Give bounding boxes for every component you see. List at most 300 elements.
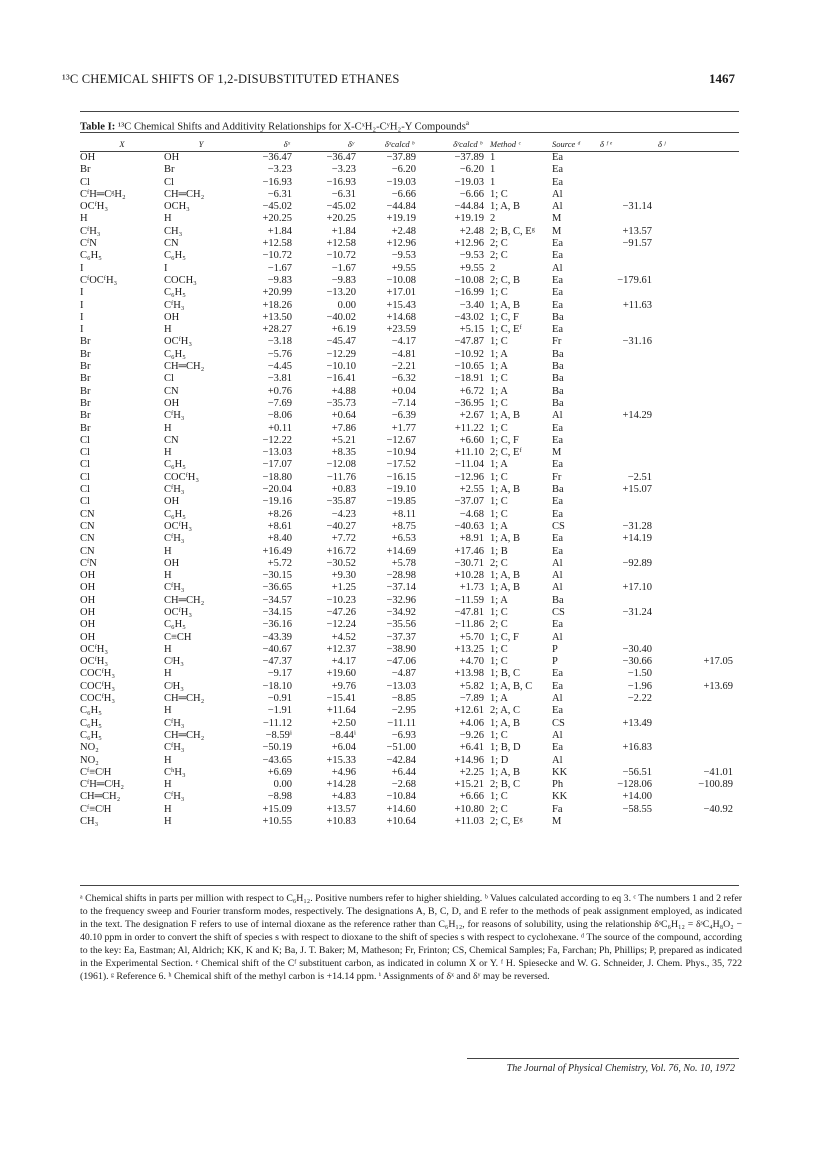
table-cell: Cl [80,447,90,459]
table-cell: +7.72 [331,533,356,545]
table-cell: +13.57 [326,803,356,815]
table-cell: CS [552,606,565,618]
table-cell [600,398,658,410]
table-cell: Al [552,754,563,766]
table-cell: 1; B, D [490,742,521,754]
table-cell [600,595,658,607]
table-cell: +4.96 [331,766,356,778]
table-cell: CS [552,520,565,532]
table-cell: 0.00 [337,299,356,311]
table-cell: −10.72 [326,250,356,262]
table-cell: +12.96 [454,238,484,250]
table-cell [658,238,739,250]
table-cell: 1; B, C [490,668,521,680]
table-cell: +4.17 [331,656,356,668]
table-cell: −30.52 [326,557,356,569]
table-cell: 1; C [490,188,508,200]
table-cell: +6.44 [391,766,416,778]
table-cell: 1; C [490,373,508,385]
table-cell: −4.68 [459,508,484,520]
table-cell: +14.19 [622,533,652,545]
table-row [80,459,739,471]
table-top-rule [80,132,739,133]
table-row [80,373,739,385]
table-cell: Ba [552,484,564,496]
table-cell: Br [80,336,91,348]
table-cell: +12.61 [454,705,484,717]
table-cell: +14.60 [386,803,416,815]
table-cell: −18.91 [454,373,484,385]
table-cell: H [164,779,172,791]
table-row [80,410,739,422]
table-cell: I [164,262,168,274]
table-cell [658,164,739,176]
table-cell: +5.70 [459,631,484,643]
table-cell: COCᶠH₃ [80,680,116,692]
table-cell: H [164,705,172,717]
table-cell [658,189,739,201]
table-cell: −47.81 [454,606,484,618]
table-cell [658,287,739,299]
table-cell: −17.52 [386,459,416,471]
table-cell: −4.87 [391,668,416,680]
column-header: Y [198,139,204,149]
table-cell: 2; A, C [490,705,521,717]
table-cell: +20.25 [326,213,356,225]
table-cell: Al [552,262,563,274]
table-cell: M [552,447,562,459]
table-cell: +2.25 [459,766,484,778]
table-cell: −36.47 [262,152,292,163]
table-cell: −92.89 [622,557,652,569]
table-cell: P [552,656,558,668]
table-cell [658,730,739,742]
table-cell: +10.64 [386,816,416,828]
table-cell: −10.94 [386,447,416,459]
table-row [80,349,739,361]
table-cell: +13.98 [454,668,484,680]
table-cell: CH₃ [164,225,183,237]
table-cell: Ea [552,545,564,557]
table-cell: +4.70 [459,656,484,668]
table-cell: −2.95 [391,705,416,717]
table-cell: Cl [80,459,90,471]
table-cell [658,533,739,545]
table-row [80,742,739,754]
caption-footnote-mark: a [465,119,469,127]
table-cell: +14.00 [622,791,652,803]
table-cell: CᶠN [80,557,97,569]
table-cell: +12.37 [326,643,356,655]
table-cell: Al [552,410,563,422]
table-cell: 1; A, B [490,582,521,594]
table-cell: C₆H₅ [164,348,186,360]
table-header-row [80,136,739,152]
table-cell: Br [80,164,91,176]
table-cell: +12.58 [262,238,292,250]
table-cell: CᶠN [80,238,97,250]
table-cell: C₆H₅ [164,508,186,520]
table-cell: 0.00 [273,779,292,791]
table-cell: 1; A [490,594,508,606]
table-cell: +9.76 [331,680,356,692]
table-cell: KK [552,766,568,778]
table-cell [658,423,739,435]
table-cell: C₆H₅ [164,250,186,262]
table-cell: OCᶠH₃ [80,656,109,668]
table-cell: −16.99 [454,287,484,299]
table-cell: −45.47 [326,336,356,348]
table-row [80,263,739,275]
table-cell: −3.81 [267,373,292,385]
table-cell: CH═CH₂ [164,594,205,606]
table-cell: −36.16 [262,619,292,631]
table-cell: Ea [552,533,564,545]
column-header: δ ᶠ ᵉ [600,139,612,149]
table-row [80,164,739,176]
table-cell: +4.52 [331,631,356,643]
table-cell: 1; C [490,496,508,508]
table-cell: −8.85 [391,693,416,705]
table-cell: +14.96 [454,754,484,766]
table-cell: −34.57 [262,594,292,606]
table-cell: NO₂ [80,754,99,766]
table-footnotes: ᵃ Chemical shifts in parts per million with respect to C₆H₁₂. Positive numbers refer to higher shielding. ᵇ Values calculated according to eq 3. ᶜ The numbers 1 and 2 refer to the frequency sweep and Fourier transform modes, respectively. The designations A, B, C, D, and E refer to the methods of peak assignment employed, as indicated in the text. The designation F refers to use of internal dioxane as the reference rather than C₆H₁₂, for reasons of solubility, using the relationship δˢC₆H₁₂ = δˢC₄H₈O₂ − 40.10 ppm in order to convert the shift of species s with respect to dioxane to the shift of species s with respect to cyclohexane. ᵈ The source of the compound, according to the key: Ea, Eastman; Al, Aldrich; KK, K and K; Ba, J. T. Baker; M, Matheson; Fr, Frinton; CS, Chemical Samples; Fa, Farchan; Ph, Phillips; P, prepared as indicated in the Experimental Section. ᵉ Chemical shift of the Cᶠ substituent carbon, as indicated in column X or Y. ᶠ H. Spiesecke and W. G. Schneider, J. Chem. Phys., 35, 722 (1961). ᵍ Reference 6. ʰ Chemical shift of the methyl carbon is +14.14 ppm. ⁱ Assignments of δˣ and δʸ may be reversed. [80,893,742,982]
table-cell: +8.26 [267,508,292,520]
table-cell [600,509,658,521]
table-cell: +5.72 [267,557,292,569]
table-cell: −36.65 [262,582,292,594]
table-cell: −10.65 [454,361,484,373]
table-row [80,250,739,262]
table-cell: C₆H₅ [80,250,102,262]
table-cell: 2; C [490,238,508,250]
table-cell: −7.14 [391,397,416,409]
table-cell: 1; C [490,643,508,655]
table-cell: −37.07 [454,496,484,508]
table-cell: +5.82 [459,680,484,692]
table-cell: −7.69 [267,397,292,409]
table-cell: −9.83 [331,274,356,286]
table-cell: 1; C, F [490,434,519,446]
table-cell: +0.83 [331,484,356,496]
table-cell: Br [80,410,91,422]
table-row [80,521,739,533]
table-cell: 2 [490,262,496,274]
table-cell: Ea [552,619,564,631]
table-cell [600,324,658,336]
table-cell: +28.27 [262,324,292,336]
table-cell: −15.41 [326,693,356,705]
table-cell: CᶠH₃ [164,484,185,496]
table-cell: +11.22 [454,422,484,434]
page-number: 1467 [709,71,735,86]
table-cell: −4.45 [267,361,292,373]
table-cell: CH═CH₂ [164,693,205,705]
table-cell: +15.09 [262,803,292,815]
table-cell: −12.96 [454,471,484,483]
table-cell: Ea [552,680,564,692]
table-row [80,791,739,803]
table-cell: 1; A, B, C [490,680,533,692]
table-cell: CN [80,508,95,520]
table-cell [600,250,658,262]
table-cell: −10.23 [326,594,356,606]
table-row [80,546,739,558]
table-cell: H [164,668,172,680]
table-cell: +14.29 [622,410,652,422]
table-row [80,718,739,730]
table-row [80,767,739,779]
table-cell: Ea [552,152,564,163]
table-cell: +8.75 [391,520,416,532]
table-cell: OCᶠH₃ [164,606,193,618]
table-cell [658,484,739,496]
table-cell: +1.84 [331,225,356,237]
table-cell: Br [80,348,91,360]
table-cell: −12.29 [326,348,356,360]
table-cell: −11.86 [454,619,484,631]
table-cell: +4.83 [331,791,356,803]
table-cell [600,386,658,398]
table-cell: −30.15 [262,570,292,582]
table-cell: −37.37 [386,631,416,643]
table-cell: +6.66 [459,791,484,803]
table-cell [658,816,739,828]
table-cell: 1; C [490,606,508,618]
table-cell: H [164,803,172,815]
table-cell: CH₃ [80,816,99,828]
table-cell [600,546,658,558]
table-cell: KK [552,791,568,803]
table-cell: −6.20 [391,164,416,176]
table-cell: +19.60 [326,668,356,680]
table-cell: −1.96 [627,680,652,692]
table-cell: OCᶠH₃ [164,520,193,532]
table-cell: +5.21 [331,434,356,446]
table-body [80,152,739,828]
table-cell: I [80,324,84,336]
table-cell: +1.25 [331,582,356,594]
table-cell: 1; A [490,459,508,471]
table-cell: +11.10 [454,447,484,459]
table-cell: C₆H₅ [164,619,186,631]
table-cell: −4.81 [391,348,416,360]
table-cell: +14.68 [386,311,416,323]
table-cell: 1; A, B [490,766,521,778]
table-cell: OH [80,606,96,618]
table-cell: CH═CH₂ [80,791,121,803]
table-cell: CʲH₃ [164,656,184,668]
table-row [80,693,739,705]
table-cell: −37.14 [386,582,416,594]
table-cell: 2; B, C [490,779,521,791]
table-cell: +10.28 [454,570,484,582]
table-cell: CN [80,533,95,545]
table-cell: +16.72 [326,545,356,557]
table-cell: +9.30 [331,570,356,582]
table-cell: OCᶠH₃ [80,643,109,655]
table-cell: Br [80,385,91,397]
table-cell: +0.64 [331,410,356,422]
table-cell: +0.04 [391,385,416,397]
table-cell: OCᶠH₃ [164,336,193,348]
table-cell: −12.67 [386,434,416,446]
table-cell [658,509,739,521]
table-cell: 1 [490,164,496,176]
table-cell: −91.57 [622,238,652,250]
table-cell: −19.85 [386,496,416,508]
table-cell: Al [552,693,563,705]
table-cell: OH [80,631,96,643]
table-cell: −50.19 [262,742,292,754]
table-row [80,755,739,767]
table-cell [600,632,658,644]
table-cell: 2; B, C, Eᵍ [490,225,535,237]
table-cell: +6.60 [459,434,484,446]
table-cell: I [80,287,84,299]
table-row [80,619,739,631]
table-cell: +5.15 [459,324,484,336]
table-cell: +16.83 [622,742,652,754]
table-cell [658,201,739,213]
table-cell: Al [552,188,563,200]
table-cell: M [552,816,562,828]
table-cell: Al [552,729,563,741]
table-cell: −45.02 [326,201,356,213]
table-row [80,472,739,484]
table-cell: +17.05 [703,656,733,668]
table-cell [600,705,658,717]
table-cell: −1.67 [267,262,292,274]
table-cell: OH [80,570,96,582]
table-cell: Cᶠ≡CʲH [80,803,112,815]
table-cell: −3.23 [267,164,292,176]
table-cell [600,263,658,275]
table-cell: +11.63 [622,299,652,311]
table-cell: −7.89 [459,693,484,705]
table-cell: −13.03 [386,680,416,692]
table-cell [658,336,739,348]
table-cell: +8.61 [267,520,292,532]
table-cell: −100.89 [698,779,733,791]
table-cell: H [164,447,172,459]
table-cell: +9.55 [459,262,484,274]
table-cell [600,152,658,164]
table-cell: −6.39 [391,410,416,422]
table-cell: −128.06 [617,779,652,791]
column-header: δˣ [283,139,290,149]
table-cell: −6.20 [459,164,484,176]
table-cell: −47.26 [326,606,356,618]
table-cell: +1.84 [267,225,292,237]
table-cell: +15.33 [326,754,356,766]
table-cell [658,177,739,189]
table-cell [658,546,739,558]
table-cell [658,250,739,262]
table-cell: −45.02 [262,201,292,213]
table-cell: Cl [80,434,90,446]
table-cell: +20.25 [262,213,292,225]
header-rule [80,111,739,112]
table-cell: −10.08 [454,274,484,286]
table-row [80,705,739,717]
table-cell: Ea [552,176,564,188]
table-cell [600,435,658,447]
column-header: δʸ [347,139,354,149]
table-cell [658,312,739,324]
table-cell: Ea [552,508,564,520]
table-cell: −10.08 [386,274,416,286]
table-cell: −16.15 [386,471,416,483]
table-cell: Cl [164,176,174,188]
table-cell: H [164,324,172,336]
table-cell: −40.27 [326,520,356,532]
table-cell: +2.50 [331,717,356,729]
table-cell: −30.71 [454,557,484,569]
table-bottom-rule [80,885,739,886]
table-cell: −31.16 [622,336,652,348]
table-cell: 1; C [490,729,508,741]
table-cell: Cl [80,471,90,483]
table-row [80,607,739,619]
table-cell: Ba [552,311,564,323]
table-cell [658,619,739,631]
table-cell: −2.68 [391,779,416,791]
table-cell: +8.11 [392,508,416,520]
table-cell: +0.76 [267,385,292,397]
table-cell: H [80,213,88,225]
table-cell [658,324,739,336]
table-row [80,386,739,398]
table-cell: −4.23 [331,508,356,520]
table-cell: NO₂ [80,742,99,754]
table-cell: C₆H₅ [80,705,102,717]
table-cell: +14.69 [386,545,416,557]
table-cell [600,373,658,385]
table-cell: −10.72 [262,250,292,262]
table-cell: OCᶠH₃ [80,201,109,213]
table-cell: M [552,225,562,237]
table-cell: −179.61 [617,274,652,286]
table-cell: 2; C [490,803,508,815]
table-cell: +5.78 [391,557,416,569]
table-cell: +10.55 [262,816,292,828]
table-cell: COCᶠH₃ [80,693,116,705]
table-row [80,336,739,348]
table-row [80,632,739,644]
table-row [80,423,739,435]
table-cell: 1; A, B [490,717,521,729]
table-cell: +17.10 [622,582,652,594]
table-cell: −31.14 [622,201,652,213]
table-cell: Fa [552,803,563,815]
table-cell: −9.53 [391,250,416,262]
table-cell: −40.67 [262,643,292,655]
table-cell [658,213,739,225]
table-cell: 1; A [490,693,508,705]
table-cell [600,816,658,828]
table-cell: Al [552,557,563,569]
table-cell: +8.35 [331,447,356,459]
table-cell [600,164,658,176]
table-cell: OH [80,619,96,631]
table-cell: −6.66 [391,188,416,200]
table-cell: 1 [490,176,496,188]
column-header: Source ᵈ [552,139,581,149]
table-cell: +0.11 [268,422,292,434]
table-cell [658,718,739,730]
